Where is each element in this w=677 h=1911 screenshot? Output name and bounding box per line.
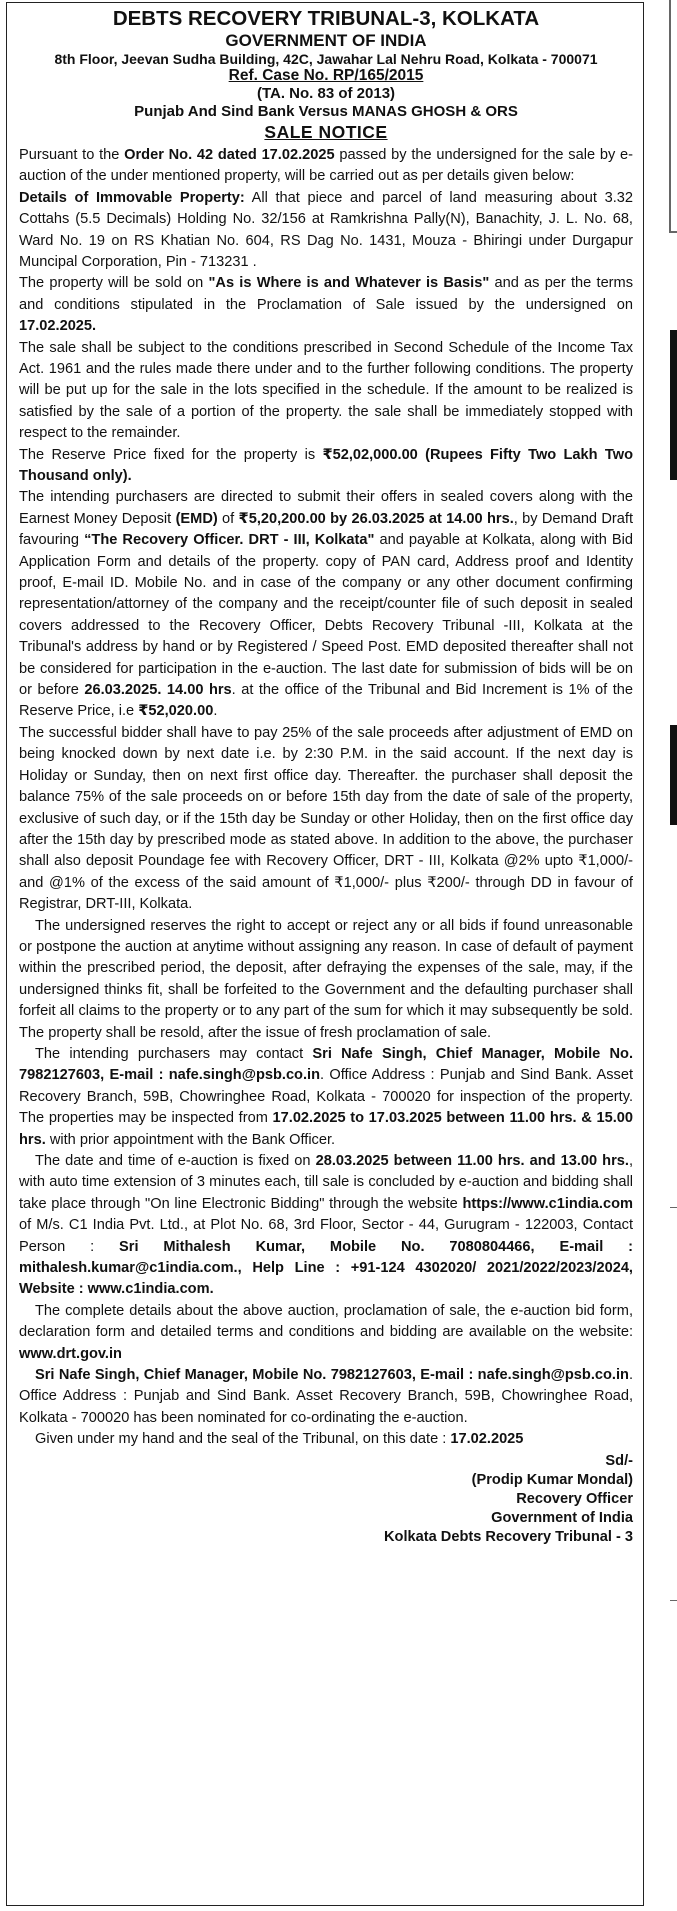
paragraph-rights: The undersigned reserves the right to accept or reject any or all bids if found unreasonable or postpone the auction at anytime without assigning any reason. In case of default of payment within the prescribed period, the deposit, after defraying the expenses of the sale, may, if the undersigned thinks fit, shall be forfeited to the Government and the defaulting purchaser shall forfeit all claims to the property or to any part of the sum for which it may subsequently be sold. The property shall be resold, after the issue of fresh proclamation of sale. — [19, 917, 633, 1041]
paragraph-eauction: The date and time of e-auction is fixed on 28.03.2025 between 11.00 hrs. and 13.00 hrs., with auto time extension of 3 minutes each, till sale is concluded by e-auction and bidding shall take place through "On line Electronic Bidding" through the website https://www.c1india.com of M/s. C1 India Pvt. Ltd., at Plot No. 68, 3rd Floor, Sector - 44, Gurugram - 122003, Contact Person : Sri Mithalesh Kumar, Mobile No. 7080804466, E-mail : mithalesh.kumar@c1india.com., Help Line : +91-124 4302020/ 2021/2022/2023/2024, Website : www.c1india.com. — [19, 1153, 633, 1298]
adjacent-column-block-1 — [670, 330, 677, 480]
signature-block — [19, 1452, 633, 1547]
signatory-government: Government of India — [491, 1509, 633, 1526]
paragraph-nominee: Sri Nafe Singh, Chief Manager, Mobile No. 7982127603, E-mail : nafe.singh@psb.co.in. Office Address : Punjab and Sind Bank. Asset Recovery Branch, 59B, Chowringhee Road, Kolkata - 700020 has been nominated for co-ordinating the e-auction. — [19, 1367, 633, 1426]
adjacent-column-rule-3 — [670, 1600, 677, 1601]
paragraph-given: Given under my hand and the seal of the Tribunal, on this date : 17.02.2025 — [35, 1431, 524, 1448]
paragraph-payment: The successful bidder shall have to pay 25% of the sale proceeds after adjustment of EMD on being knocked down by next date i.e. by 2:30 P.M. in the said account. If the next day is Holiday or Sunday, then on next first office day. Thereafter. the purchaser shall deposit the balance 75% of the sale proceeds on or before 15th day from the date of sale of the property, exclusive of such day, or if the 15th day be Sunday or other Holiday, then on the first office day after the 15th day by prescribed mode as stated above. In addition to the above, the purchaser shall also deposit Poundage fee with Recovery Officer, DRT - III, Kolkata @2% upto ₹1,000/- and @1% of the excess of the said amount of ₹1,000/- plus ₹200/- through DD in favour of Registrar, DRT-III, Kolkata. — [19, 724, 633, 913]
tribunal-title: DEBTS RECOVERY TRIBUNAL-3, KOLKATA — [112, 7, 540, 30]
adjacent-column-rule-2 — [670, 1207, 677, 1208]
paragraph-reserve-price: The Reserve Price fixed for the property is ₹52,02,000.00 (Rupees Fifty Two Lakh Two Thousand only). — [19, 446, 633, 485]
signature-sd: Sd/- — [605, 1452, 633, 1469]
notice-body — [19, 145, 633, 1451]
notice-header — [19, 7, 633, 143]
signatory-name: (Prodip Kumar Mondal) — [471, 1471, 633, 1488]
sale-notice — [6, 2, 644, 1906]
adjacent-column-block-2 — [670, 725, 677, 825]
notice-title: SALE NOTICE — [264, 122, 388, 143]
case-parties: Punjab And Sind Bank Versus MANAS GHOSH & ORS — [134, 102, 518, 120]
paragraph-website: The complete details about the above auction, proclamation of sale, the e-auction bid form, declaration form and detailed terms and conditions and bidding are available on the website: www.drt.gov.in — [19, 1302, 633, 1362]
paragraph-emd: The intending purchasers are directed to submit their offers in sealed covers along with the Earnest Money Deposit (EMD) of ₹5,20,200.00 by 26.03.2025 at 14.00 hrs., by Demand Draft favouring “The Recovery Officer. DRT - III, Kolkata" and payable at Kolkata, along with Bid Application Form and details of the property. copy of PAN card, Address proof and Identity proof, E-mail ID. Mobile No. and in case of the company or any other document confirming representation/attorney of the company and the receipt/counter file of such deposit in sealed covers addressed to the Recovery Officer, Debts Recovery Tribunal -III, Kolkata at the Tribunal's address by hand or by Registered / Speed Post. EMD deposited thereafter shall not be considered for participation in the e-auction. The last date for submission of bids will be on or before 26.03.2025. 14.00 hrs. at the office of the Tribunal and Bid Increment is 1% of the Reserve Price, i.e ₹52,020.00. — [19, 489, 633, 720]
paragraph-conditions: The sale shall be subject to the conditions prescribed in Second Schedule of the Income Tax Act. 1961 and the rules made there under and to the further following conditions. The property will be put up for the sale in the lots specified in the schedule. If the amount to be realized is satisfied by the sale of a portion of the property. the sale shall be immediately stopped with respect to the remainder. — [19, 339, 633, 442]
government-line: GOVERNMENT OF INDIA — [225, 30, 427, 50]
adjacent-column-rule — [669, 231, 677, 233]
adjacent-column-border — [669, 0, 671, 232]
paragraph-order: Pursuant to the Order No. 42 dated 17.02.2025 passed by the undersigned for the sale by e-auction of the under mentioned property, will be carried out as per details given below: — [19, 146, 633, 185]
signatory-office: Kolkata Debts Recovery Tribunal - 3 — [384, 1528, 633, 1545]
paragraph-property-details: Details of Immovable Property: All that piece and parcel of land measuring about 3.32 Cottahs (5.5 Decimals) Holding No. 32/156 at Ramkrishna Pally(N), Banachity, J. L. No. 68, Ward No. 19 on RS Khatian No. 604, RS Dag No. 1431, Mouza - Bhiringi under Durgapur Muncipal Corporation, Pin - 713231 . — [19, 189, 633, 270]
signatory-designation: Recovery Officer — [516, 1490, 633, 1507]
paragraph-sale-basis: The property will be sold on "As is Where is and Whatever is Basis" and as per the terms and conditions stipulated in the Proclamation of Sale issued by the undersigned on 17.02.2025. — [19, 275, 633, 335]
tribunal-address: 8th Floor, Jeevan Sudha Building, 42C, Jawahar Lal Nehru Road, Kolkata - 700071 — [54, 50, 598, 67]
ta-number: (TA. No. 83 of 2013) — [256, 85, 396, 103]
ref-case-number: Ref. Case No. RP/165/2015 — [228, 67, 424, 85]
paragraph-contact: The intending purchasers may contact Sri Nafe Singh, Chief Manager, Mobile No. 7982127603, E-mail : nafe.singh@psb.co.in. Office Address : Punjab and Sind Bank. Asset Recovery Branch, 59B, Chowringhee Road, Kolkata - 700020 for inspection of the property. The properties may be inspected from 17.02.2025 to 17.03.2025 between 11.00 hrs. & 15.00 hrs. with prior appointment with the Bank Officer. — [19, 1045, 633, 1148]
